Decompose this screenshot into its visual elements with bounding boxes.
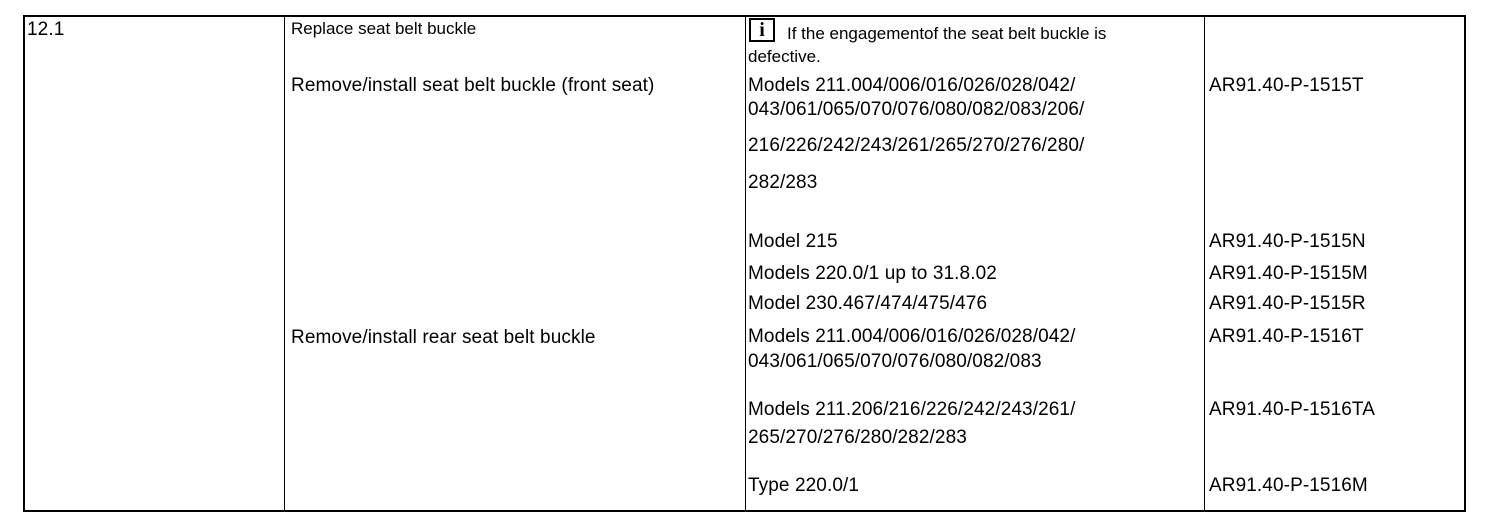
item-number: 12.1	[27, 19, 65, 40]
task-replace-buckle: Replace seat belt buckle	[291, 19, 477, 38]
doc-reference-link[interactable]: AR91.40-P-1515M	[1209, 263, 1368, 284]
doc-reference-link[interactable]: AR91.40-P-1515T	[1209, 75, 1364, 96]
model-text: 282/283	[748, 172, 818, 193]
model-text: Model 215	[748, 231, 838, 252]
doc-reference-link[interactable]: AR91.40-P-1515N	[1209, 231, 1366, 252]
info-note-line-1: If the engagementof the seat belt buckle is	[787, 24, 1107, 43]
column-divider-1	[284, 15, 285, 512]
model-text: 265/270/276/280/282/283	[748, 427, 967, 448]
model-text: 043/061/065/070/076/080/082/083/206/	[748, 99, 1085, 120]
doc-reference-link[interactable]: AR91.40-P-1516M	[1209, 475, 1368, 496]
model-text: Models 211.206/216/226/242/243/261/	[748, 399, 1076, 420]
doc-reference-link[interactable]: AR91.40-P-1516T	[1209, 326, 1364, 347]
model-text: Models 211.004/006/016/026/028/042/	[748, 75, 1076, 96]
info-note-line-2: defective.	[748, 47, 821, 66]
info-icon: i	[749, 18, 775, 42]
model-text: Model 230.467/474/475/476	[748, 293, 988, 314]
task-front-buckle: Remove/install seat belt buckle (front seat)	[291, 75, 655, 96]
model-text: Models 211.004/006/016/026/028/042/	[748, 326, 1076, 347]
doc-reference-link[interactable]: AR91.40-P-1515R	[1209, 293, 1366, 314]
doc-reference-link[interactable]: AR91.40-P-1516TA	[1209, 399, 1376, 420]
model-text: 216/226/242/243/261/265/270/276/280/	[748, 135, 1085, 156]
model-text: Models 220.0/1 up to 31.8.02	[748, 263, 997, 284]
model-text: Type 220.0/1	[748, 475, 860, 496]
column-divider-2	[745, 15, 746, 512]
model-text: 043/061/065/070/076/080/082/083	[748, 351, 1042, 372]
task-rear-buckle: Remove/install rear seat belt buckle	[291, 327, 596, 348]
column-divider-3	[1204, 15, 1205, 512]
